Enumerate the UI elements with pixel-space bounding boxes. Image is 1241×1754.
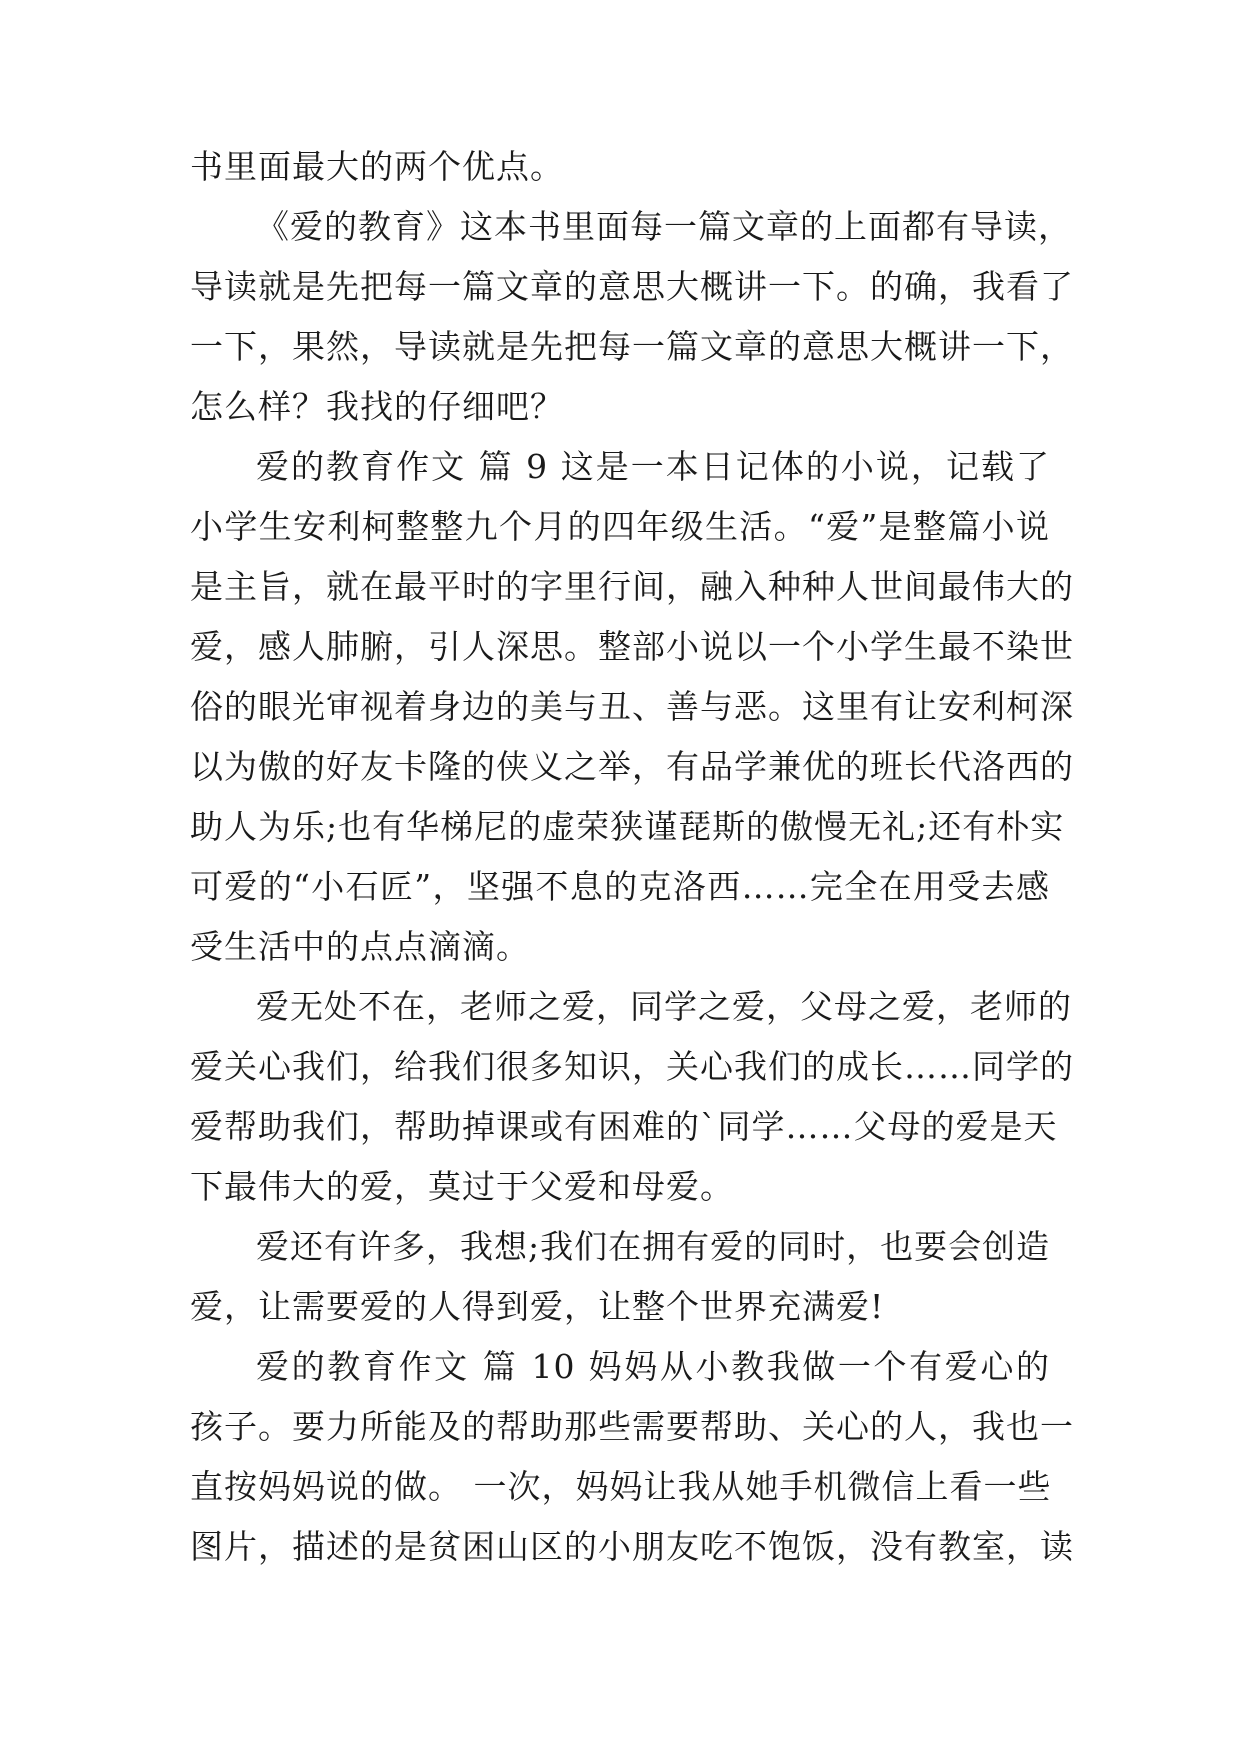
text-line: 直按妈妈说的做。 一次，妈妈让我从她手机微信上看一些: [190, 1467, 1052, 1506]
text-line: 爱，让需要爱的人得到爱，让整个世界充满爱!: [190, 1287, 885, 1326]
text-line: 书里面最大的两个优点。: [190, 147, 564, 186]
text-line: 助人为乐;也有华梯尼的虚荣狭谨琵斯的傲慢无礼;还有朴实: [190, 807, 1065, 846]
text-line: 下最伟大的爱，莫过于父爱和母爱。: [190, 1167, 734, 1206]
text-line: 孩子。要力所能及的帮助那些需要帮助、关心的人，我也一: [190, 1407, 1074, 1446]
section-heading-line: 爱的教育作文 篇 10 妈妈从小教我做一个有爱心的: [256, 1347, 1050, 1386]
text-line: 受生活中的点点滴滴。: [190, 927, 530, 966]
text-line: 爱关心我们，给我们很多知识，关心我们的成长……同学的: [190, 1047, 1074, 1086]
text-line: 以为傲的好友卡隆的侠义之举，有品学兼优的班长代洛西的: [190, 747, 1074, 786]
text-line: 爱，感人肺腑，引人深思。整部小说以一个小学生最不染世: [190, 627, 1074, 666]
text-line: 导读就是先把每一篇文章的意思大概讲一下。的确，我看了: [190, 267, 1074, 306]
text-line: 俗的眼光审视着身边的美与丑、善与恶。这里有让安利柯深: [190, 687, 1074, 726]
text-line: 是主旨，就在最平时的字里行间，融入种种人世间最伟大的: [190, 567, 1074, 606]
text-line: 怎么样？我找的仔细吧？: [190, 387, 564, 426]
text-line: 一下，果然，导读就是先把每一篇文章的意思大概讲一下，: [190, 327, 1074, 366]
text-line: 图片，描述的是贫困山区的小朋友吃不饱饭，没有教室，读: [190, 1527, 1074, 1566]
paragraph-first-line: 爱无处不在，老师之爱，同学之爱，父母之爱，老师的: [256, 987, 1072, 1026]
text-line: 可爱的“小石匠”，坚强不息的克洛西……完全在用受去感: [190, 867, 1050, 906]
paragraph-first-line: 《爱的教育》这本书里面每一篇文章的上面都有导读，: [256, 207, 1072, 246]
text-line: 爱帮助我们，帮助掉课或有困难的`同学……父母的爱是天: [190, 1107, 1058, 1146]
section-heading-line: 爱的教育作文 篇 9 这是一本日记体的小说，记载了: [256, 447, 1050, 486]
paragraph-first-line: 爱还有许多，我想;我们在拥有爱的同时，也要会创造: [256, 1227, 1051, 1266]
text-line: 小学生安利柯整整九个月的四年级生活。“爱”是整篇小说: [190, 507, 1050, 546]
